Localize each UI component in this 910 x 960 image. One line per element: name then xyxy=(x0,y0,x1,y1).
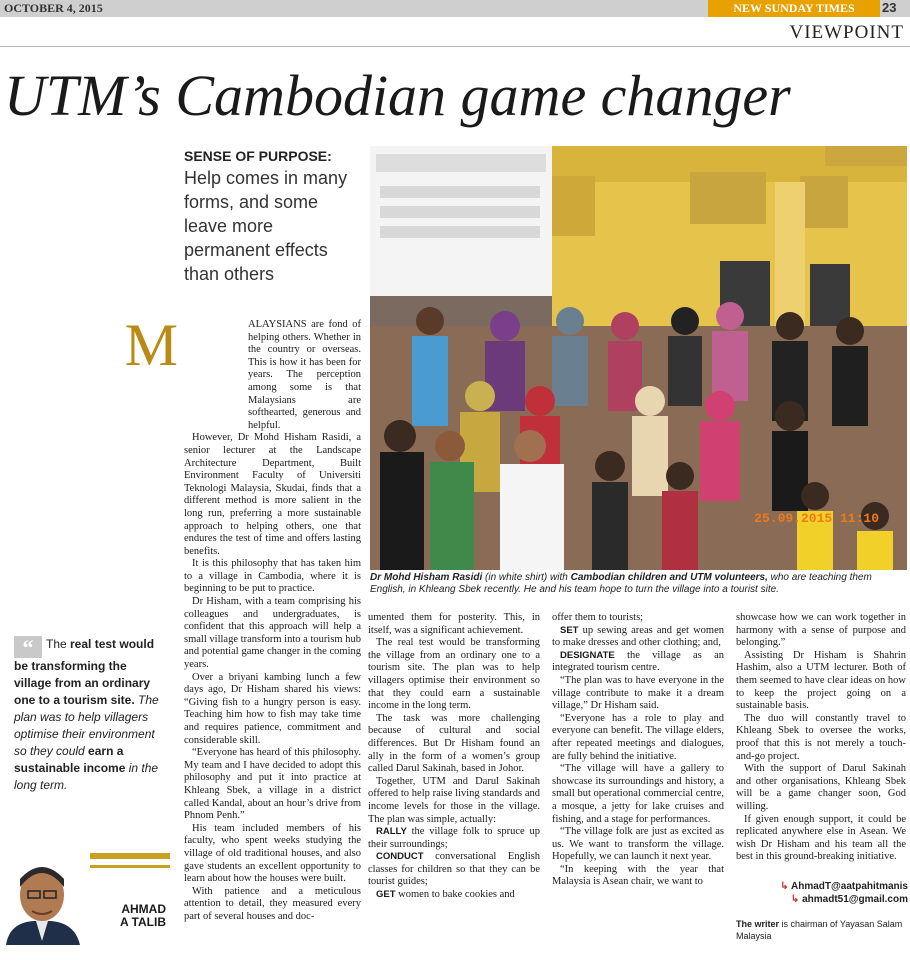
paragraph: If given enough support, it could be replicated anywhere else in Asean. We wish Dr Hisham and his team all the best in this ground-breaking initiative. xyxy=(736,813,906,863)
author-last-name: A TALIB xyxy=(120,915,166,929)
kicker-label: SENSE OF PURPOSE: xyxy=(184,148,332,164)
paragraph: “Everyone has heard of this philosophy. My team and I have decided to adopt this philosophy and put it into practice at Khleang Sbek, a village in a district called Kandal, about an hour’s drive from Phnom Penh.” xyxy=(184,747,361,822)
paragraph: The task was more challenging because of cultural and social differences. But Dr Hisham found an ally in the form of a women’s group called Darul Sakinah, based in Johor. xyxy=(368,712,540,775)
pull-quote-emphasis: real test would be transforming the village from an ordinary one to a tourism site. xyxy=(14,637,155,707)
paragraph: “The village folk are just as excited as us. We want to transform the village. Hopefully, we can launch it next year. xyxy=(552,826,724,863)
paragraph: umented them for posterity. This, in itself, was a significant achievement. xyxy=(368,612,540,636)
paragraph: It is this philosophy that has taken him to a village in Cambodia, where it is beginning to be put to practice. xyxy=(184,558,361,595)
list-item xyxy=(552,625,724,650)
paragraph: The duo will constantly travel to Khleang Sbek to oversee the works, proof that this is not merely a touch-and-go project. xyxy=(736,712,906,762)
pull-quote-text: in the long term. xyxy=(14,761,159,792)
caption-name: Dr Mohd Hisham Rasidi xyxy=(370,572,483,583)
paragraph: “The village will have a gallery to showcase its surroundings and history, a small but operational commercial centre, a mosque, a jetty for lake cruises and fishing, and a stage for performances. xyxy=(552,763,724,825)
kicker-text: Help comes in many forms, and some leave more permanent effects than others xyxy=(184,168,348,284)
writer-text: is chairman of Yayasan Salam Malaysia xyxy=(736,919,903,941)
list-text: the village folk to spruce up their surroundings; xyxy=(368,826,540,850)
email-address[interactable] xyxy=(736,893,908,906)
author-name xyxy=(120,903,166,929)
caption-text-1: (in white shirt) with xyxy=(482,572,571,583)
paragraph: The real test would be transforming the village from an ordinary one to a tourism site. The plan was to help villagers optimise their environment so that they could earn a sustainable income in the long term. xyxy=(368,637,540,712)
author-portrait xyxy=(0,853,90,945)
kicker xyxy=(184,148,362,286)
paragraph: However, Dr Mohd Hisham Rasidi, a senior lecturer at the Landscape Architecture Department, Built Environment Faculty of Universiti Teknologi Malaysia, Skudai, finds that a different method is more salient in the long run, preferring a more sustainable approach to helping others, one that endures the test of time and offers lasting benefits. xyxy=(184,432,361,557)
pull-quote-emphasis: earn a sustainable income xyxy=(14,744,126,775)
caption-group: Cambodian children and UTM volunteers, xyxy=(570,572,768,583)
paragraph: Dr Hisham, with a team comprising his colleagues and undergraduates, is confident that this approach will help a small village transform into a tourism hub and potential game changer in the coming years. xyxy=(184,596,361,671)
list-text: women to bake cookies and xyxy=(395,889,515,901)
writer-label: The writer xyxy=(736,919,780,929)
pull-quote-text: The plan was to help villagers optimise their environment so they could xyxy=(14,693,159,758)
pull-quote xyxy=(14,636,166,794)
list-lead-word: SET xyxy=(560,624,579,636)
twitter-handle[interactable] xyxy=(736,880,908,893)
headline: UTM’s Cambodian game changer xyxy=(4,63,791,128)
article-column-3 xyxy=(552,612,724,889)
quote-mark-icon: “ xyxy=(14,636,42,658)
email-arrow-icon: ↳ xyxy=(790,894,803,905)
email-text: ahmadt51@gmail.com xyxy=(802,894,908,905)
list-text: the village as an integrated tourism centre. xyxy=(552,649,724,674)
list-lead-word: CONDUCT xyxy=(376,851,424,863)
paragraph: showcase how we can work together in harmony with a sense of purpose and belonging.” xyxy=(736,612,906,649)
pull-quote-text: The xyxy=(46,637,71,651)
author-block xyxy=(0,853,170,945)
newspaper-name: NEW SUNDAY TIMES xyxy=(708,0,880,17)
photo-timestamp: 25.09.2015 11:10 xyxy=(754,511,879,526)
list-text: conversational English classes for children so that they can be tourist guides; xyxy=(368,851,540,888)
paragraph: With patience and a meticulous attention to detail, they measured every part of several houses and doc- xyxy=(184,885,361,922)
list-item xyxy=(368,826,540,851)
article-column-4 xyxy=(736,612,906,864)
author-contacts xyxy=(736,880,908,906)
list-lead-word: RALLY xyxy=(376,826,407,838)
list-item xyxy=(552,650,724,675)
paragraph: Over a briyani kambing lunch a few days ago, Dr Hisham shared his views: “Giving fish to a hungry person is easy. Teaching him how to fish may take time and requires patience, commitment and considerable skill. xyxy=(184,671,361,746)
paragraph: Assisting Dr Hisham is Shahrin Hashim, also a UTM lecturer. Both of them seemed to have clear ideas on how to keep the project going on a sustainable basis. xyxy=(736,649,906,712)
paragraph: Together, UTM and Darul Sakinah offered to help raise living standards and income levels for those in the village. The plan was simple, actually: xyxy=(368,775,540,825)
header-divider xyxy=(0,46,910,47)
author-first-name: AHMAD xyxy=(121,902,166,916)
photo-caption xyxy=(370,572,907,596)
writer-bio xyxy=(736,918,908,942)
list-item xyxy=(368,889,540,902)
section-label: VIEWPOINT xyxy=(789,22,904,43)
paragraph: “In keeping with the year that Malaysia is Asean chair, we want to xyxy=(552,863,724,888)
paragraph: With the support of Darul Sakinah and other organisations, Khleang Sbek will be a game changer soon, God willing. xyxy=(736,763,906,812)
twitter-text: AhmadT@aatpahitmanis xyxy=(791,881,908,892)
paragraph: His team included members of his faculty, who spent weeks studying the village of old traditional houses, and also gave students an excellent opportunity to learn about how the houses were built. xyxy=(184,822,361,885)
list-lead-word: DESIGNATE xyxy=(560,649,615,661)
paragraph: offer them to tourists; xyxy=(552,612,644,623)
paragraph: “The plan was to have everyone in the village contribute to make it a dream village,” Dr Hisham said. xyxy=(552,674,724,712)
paragraph: “Everyone has a role to play and everyone can benefit. The village elders, after repeated meetings and dialogues, are fully behind the initiative. xyxy=(552,712,724,762)
list-item xyxy=(368,851,540,889)
group-photo-illustration xyxy=(370,146,907,570)
issue-date: OCTOBER 4, 2015 xyxy=(4,1,103,15)
article-column-2 xyxy=(368,612,540,902)
article-photo xyxy=(370,146,907,570)
list-lead-word: GET xyxy=(376,889,396,901)
twitter-arrow-icon: ↳ xyxy=(780,881,791,892)
paragraph: ALAYSIANS are fond of helping others. Whether in the country or overseas. This is how it has been for years. The perception among some is that Malaysians are softhearted, generous and helpful. xyxy=(248,319,361,431)
page-number: 23 xyxy=(882,0,897,15)
caption-text-2: who are teaching them English, in Khleang Sbek recently. He and his team hope to turn the village into a tourist site. xyxy=(370,572,872,595)
list-text: up sewing areas and get women to make dresses and other clothing; and, xyxy=(552,624,724,649)
page-header-bar xyxy=(0,0,910,17)
drop-cap: M xyxy=(124,312,178,378)
